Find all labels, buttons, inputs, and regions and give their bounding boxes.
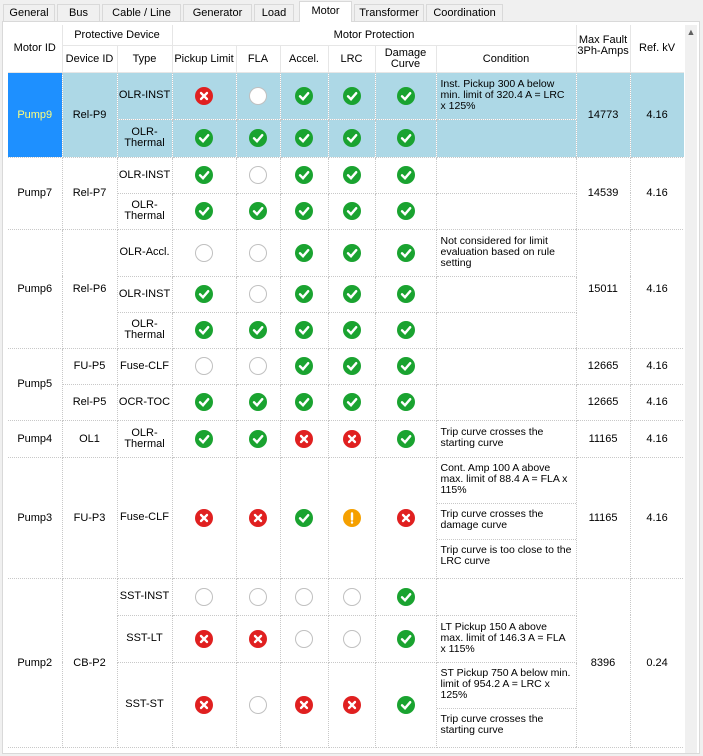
lrc-status-cell — [328, 276, 375, 312]
fla-status-cell — [236, 229, 280, 276]
pass-icon — [249, 430, 267, 448]
pass-icon — [295, 357, 313, 375]
condition-cell — [436, 119, 576, 157]
not-evaluated-icon — [195, 588, 213, 606]
device-type-cell[interactable]: OCR-TOC — [117, 384, 172, 420]
pickup-limit-status-cell — [172, 312, 236, 348]
pass-icon — [195, 285, 213, 303]
header-damage-curve[interactable]: Damage Curve — [375, 45, 436, 72]
pickup-limit-status-cell — [172, 72, 236, 119]
header-device-id[interactable]: Device ID — [62, 45, 117, 72]
device-type-cell[interactable]: OLR-INST — [117, 72, 172, 119]
pass-icon — [397, 357, 415, 375]
pass-icon — [343, 166, 361, 184]
damage-curve-status-cell — [375, 420, 436, 457]
warning-icon — [343, 509, 361, 527]
tab-general[interactable]: General — [3, 4, 55, 21]
pass-icon — [195, 166, 213, 184]
pickup-limit-status-cell — [172, 420, 236, 457]
device-id-cell[interactable]: Rel-P5 — [62, 384, 117, 420]
device-type-cell[interactable]: Fuse-CLF — [117, 457, 172, 578]
condition-cell — [436, 457, 576, 578]
not-evaluated-icon — [343, 588, 361, 606]
not-evaluated-icon — [249, 588, 267, 606]
fail-icon — [195, 630, 213, 648]
header-ref-kv[interactable]: Ref. kV — [630, 25, 684, 72]
condition-cell — [436, 348, 576, 384]
motor-id-cell[interactable]: Pump6 — [8, 229, 62, 348]
tab-strip — [0, 0, 703, 22]
device-id-cell[interactable]: Rel-P9 — [62, 72, 117, 157]
tab-bus[interactable]: Bus — [57, 4, 100, 21]
header-protective-device: Protective Device — [62, 25, 172, 45]
table-row[interactable] — [8, 384, 684, 420]
pass-icon — [195, 129, 213, 147]
pickup-limit-status-cell — [172, 615, 236, 662]
vertical-scrollbar[interactable] — [685, 25, 697, 753]
fla-status-cell — [236, 457, 280, 578]
fla-status-cell — [236, 157, 280, 193]
header-accel[interactable]: Accel. — [280, 45, 328, 72]
pickup-limit-status-cell — [172, 157, 236, 193]
accel-status-cell — [280, 276, 328, 312]
header-fla[interactable]: FLA — [236, 45, 280, 72]
pass-icon — [397, 588, 415, 606]
not-evaluated-icon — [249, 285, 267, 303]
not-evaluated-icon — [195, 244, 213, 262]
device-type-cell[interactable]: OLR-Accl. — [117, 229, 172, 276]
condition-cell — [436, 578, 576, 615]
pass-icon — [397, 393, 415, 411]
pass-icon — [295, 321, 313, 339]
accel-status-cell — [280, 578, 328, 615]
max-fault-cell: 8396 — [576, 578, 630, 747]
damage-curve-status-cell — [375, 72, 436, 119]
table-row[interactable] — [8, 457, 684, 578]
motor-id-cell[interactable]: Pump3 — [8, 457, 62, 578]
accel-status-cell — [280, 420, 328, 457]
header-lrc[interactable]: LRC — [328, 45, 375, 72]
pass-icon — [397, 430, 415, 448]
lrc-status-cell — [328, 662, 375, 747]
header-pickup-limit[interactable]: Pickup Limit — [172, 45, 236, 72]
motor-id-cell[interactable]: Pump9 — [8, 72, 62, 157]
condition-cell — [436, 662, 576, 747]
pickup-limit-status-cell — [172, 276, 236, 312]
accel-status-cell — [280, 348, 328, 384]
ref-kv-cell: 4.16 — [630, 229, 684, 348]
accel-status-cell — [280, 384, 328, 420]
damage-curve-status-cell — [375, 348, 436, 384]
accel-status-cell — [280, 312, 328, 348]
lrc-status-cell — [328, 384, 375, 420]
not-evaluated-icon — [295, 630, 313, 648]
tab-coordination[interactable]: Coordination — [426, 4, 503, 21]
pass-icon — [343, 393, 361, 411]
lrc-status-cell — [328, 420, 375, 457]
pass-icon — [295, 285, 313, 303]
condition-cell: Inst. Pickup 300 A below min. limit of 320.4 A = LRC x 125% — [436, 72, 576, 119]
fail-icon — [249, 509, 267, 527]
pass-icon — [343, 202, 361, 220]
accel-status-cell — [280, 457, 328, 578]
tab-transformer[interactable]: Transformer — [354, 4, 424, 21]
fla-status-cell — [236, 119, 280, 157]
device-type-cell[interactable]: OLR- Thermal — [117, 193, 172, 229]
fail-icon — [397, 509, 415, 527]
max-fault-cell: 15011 — [576, 229, 630, 348]
header-motor-id[interactable]: Motor ID — [8, 25, 62, 72]
condition-cell: Trip curve crosses the starting curve — [436, 420, 576, 457]
pass-icon — [397, 166, 415, 184]
pass-icon — [343, 129, 361, 147]
ref-kv-cell: 4.16 — [630, 348, 684, 384]
condition-text: Trip curve is too close to the LRC curve — [440, 543, 572, 567]
pass-icon — [295, 87, 313, 105]
condition-cell: Not considered for limit evaluation based on rule setting — [436, 229, 576, 276]
max-fault-cell: 12665 — [576, 384, 630, 420]
condition-text: Trip curve crosses the damage curve — [437, 504, 576, 540]
lrc-status-cell — [328, 457, 375, 578]
condition-cell — [436, 312, 576, 348]
damage-curve-status-cell — [375, 119, 436, 157]
condition-text: Trip curve crosses the starting curve — [440, 712, 544, 736]
pass-icon — [295, 393, 313, 411]
device-id-cell[interactable]: Rel-P7 — [62, 157, 117, 229]
lrc-status-cell — [328, 312, 375, 348]
condition-cell: LT Pickup 150 A above max. limit of 146.3 A = FLA x 115% — [436, 615, 576, 662]
fla-status-cell — [236, 193, 280, 229]
pass-icon — [397, 129, 415, 147]
motor-id-cell[interactable]: Pump5 — [8, 348, 62, 420]
damage-curve-status-cell — [375, 229, 436, 276]
lrc-status-cell — [328, 119, 375, 157]
tab-cable-line[interactable]: Cable / Line — [102, 4, 181, 21]
ref-kv-cell: 4.16 — [630, 420, 684, 457]
device-type-cell[interactable]: Fuse-CLF — [117, 348, 172, 384]
header-max-fault[interactable]: Max Fault 3Ph-Amps — [576, 25, 630, 72]
not-evaluated-icon — [343, 630, 361, 648]
fail-icon — [295, 430, 313, 448]
fla-status-cell — [236, 662, 280, 747]
fail-icon — [195, 509, 213, 527]
fail-icon — [295, 696, 313, 714]
pass-icon — [249, 202, 267, 220]
lrc-status-cell — [328, 615, 375, 662]
damage-curve-status-cell — [375, 193, 436, 229]
fla-status-cell — [236, 276, 280, 312]
motor-id-cell[interactable]: Pump7 — [8, 157, 62, 229]
accel-status-cell — [280, 119, 328, 157]
pickup-limit-status-cell — [172, 662, 236, 747]
pickup-limit-status-cell — [172, 229, 236, 276]
lrc-status-cell — [328, 193, 375, 229]
ref-kv-cell: 4.16 — [630, 72, 684, 157]
fail-icon — [249, 630, 267, 648]
pass-icon — [343, 357, 361, 375]
condition-text: ST Pickup 750 A below min. limit of 954.2 A = LRC x 125% — [437, 663, 576, 709]
condition-text: Cont. Amp 100 A above max. limit of 88.4 A = FLA x 115% — [437, 458, 576, 504]
pass-icon — [397, 244, 415, 262]
condition-cell — [436, 157, 576, 193]
pass-icon — [397, 696, 415, 714]
fla-status-cell — [236, 384, 280, 420]
not-evaluated-icon — [249, 166, 267, 184]
accel-status-cell — [280, 72, 328, 119]
not-evaluated-icon — [249, 87, 267, 105]
device-id-cell[interactable]: Rel-P6 — [62, 229, 117, 348]
fail-icon — [195, 696, 213, 714]
not-evaluated-icon — [195, 357, 213, 375]
lrc-status-cell — [328, 348, 375, 384]
device-type-cell[interactable]: OLR-INST — [117, 157, 172, 193]
table-row[interactable] — [8, 157, 684, 193]
table-row[interactable] — [8, 348, 684, 384]
accel-status-cell — [280, 157, 328, 193]
lrc-status-cell — [328, 578, 375, 615]
device-id-cell[interactable]: FU-P3 — [62, 457, 117, 578]
damage-curve-status-cell — [375, 312, 436, 348]
max-fault-cell: 14539 — [576, 157, 630, 229]
table-row[interactable] — [8, 420, 684, 457]
pass-icon — [195, 393, 213, 411]
accel-status-cell — [280, 193, 328, 229]
tab-load[interactable]: Load — [254, 4, 294, 21]
header-condition[interactable]: Condition — [436, 45, 576, 72]
not-evaluated-icon — [249, 696, 267, 714]
fail-icon — [343, 430, 361, 448]
pass-icon — [397, 202, 415, 220]
pass-icon — [397, 285, 415, 303]
pickup-limit-status-cell — [172, 348, 236, 384]
pass-icon — [295, 129, 313, 147]
scroll-up-arrow-icon[interactable]: ▲ — [686, 27, 696, 37]
pass-icon — [397, 321, 415, 339]
pass-icon — [249, 129, 267, 147]
device-id-cell[interactable]: OL1 — [62, 420, 117, 457]
lrc-status-cell — [328, 72, 375, 119]
max-fault-cell: 11165 — [576, 457, 630, 578]
pass-icon — [195, 430, 213, 448]
fla-status-cell — [236, 420, 280, 457]
fla-status-cell — [236, 615, 280, 662]
accel-status-cell — [280, 615, 328, 662]
device-type-cell[interactable]: OLR- Thermal — [117, 312, 172, 348]
device-type-cell[interactable]: OLR- Thermal — [117, 420, 172, 457]
ref-kv-cell: 0.24 — [630, 578, 684, 747]
lrc-status-cell — [328, 157, 375, 193]
pass-icon — [343, 321, 361, 339]
pickup-limit-status-cell — [172, 119, 236, 157]
table-row[interactable] — [8, 72, 684, 119]
fail-icon — [195, 87, 213, 105]
not-evaluated-icon — [249, 244, 267, 262]
pickup-limit-status-cell — [172, 384, 236, 420]
pass-icon — [295, 166, 313, 184]
fla-status-cell — [236, 312, 280, 348]
fla-status-cell — [236, 348, 280, 384]
pass-icon — [249, 321, 267, 339]
tab-motor[interactable]: Motor — [299, 1, 352, 22]
max-fault-cell: 12665 — [576, 348, 630, 384]
device-type-cell[interactable]: SST-INST — [117, 578, 172, 615]
pass-icon — [195, 202, 213, 220]
fla-status-cell — [236, 72, 280, 119]
ref-kv-cell: 4.16 — [630, 384, 684, 420]
damage-curve-status-cell — [375, 578, 436, 615]
condition-cell — [436, 193, 576, 229]
device-type-cell[interactable]: SST-LT — [117, 615, 172, 662]
table-row[interactable] — [8, 578, 684, 615]
pickup-limit-status-cell — [172, 457, 236, 578]
header-motor-protection: Motor Protection — [172, 25, 576, 45]
damage-curve-status-cell — [375, 157, 436, 193]
damage-curve-status-cell — [375, 615, 436, 662]
accel-status-cell — [280, 229, 328, 276]
pass-icon — [295, 509, 313, 527]
lrc-status-cell — [328, 229, 375, 276]
accel-status-cell — [280, 662, 328, 747]
damage-curve-status-cell — [375, 662, 436, 747]
table-row[interactable] — [8, 229, 684, 276]
not-evaluated-icon — [249, 357, 267, 375]
pass-icon — [397, 630, 415, 648]
motor-protection-grid — [8, 25, 684, 753]
motor-id-cell[interactable]: Pump4 — [8, 420, 62, 457]
device-type-cell[interactable]: OLR- Thermal — [117, 119, 172, 157]
condition-cell — [436, 276, 576, 312]
pass-icon — [343, 87, 361, 105]
device-type-cell[interactable]: SST-ST — [117, 662, 172, 747]
pickup-limit-status-cell — [172, 578, 236, 615]
condition-cell — [436, 384, 576, 420]
tab-generator[interactable]: Generator — [183, 4, 252, 21]
pass-icon — [397, 87, 415, 105]
pass-icon — [195, 321, 213, 339]
pass-icon — [343, 285, 361, 303]
pickup-limit-status-cell — [172, 193, 236, 229]
header-type[interactable]: Type — [117, 45, 172, 72]
pass-icon — [295, 244, 313, 262]
pass-icon — [343, 244, 361, 262]
fail-icon — [343, 696, 361, 714]
pass-icon — [249, 393, 267, 411]
motor-table — [8, 25, 684, 748]
damage-curve-status-cell — [375, 457, 436, 578]
device-id-cell[interactable]: CB-P2 — [62, 578, 117, 747]
damage-curve-status-cell — [375, 276, 436, 312]
fla-status-cell — [236, 578, 280, 615]
max-fault-cell: 11165 — [576, 420, 630, 457]
max-fault-cell: 14773 — [576, 72, 630, 157]
device-id-cell[interactable]: FU-P5 — [62, 348, 117, 384]
pass-icon — [295, 202, 313, 220]
ref-kv-cell: 4.16 — [630, 157, 684, 229]
damage-curve-status-cell — [375, 384, 436, 420]
motor-id-cell[interactable]: Pump2 — [8, 578, 62, 747]
ref-kv-cell: 4.16 — [630, 457, 684, 578]
device-type-cell[interactable]: OLR-INST — [117, 276, 172, 312]
not-evaluated-icon — [295, 588, 313, 606]
